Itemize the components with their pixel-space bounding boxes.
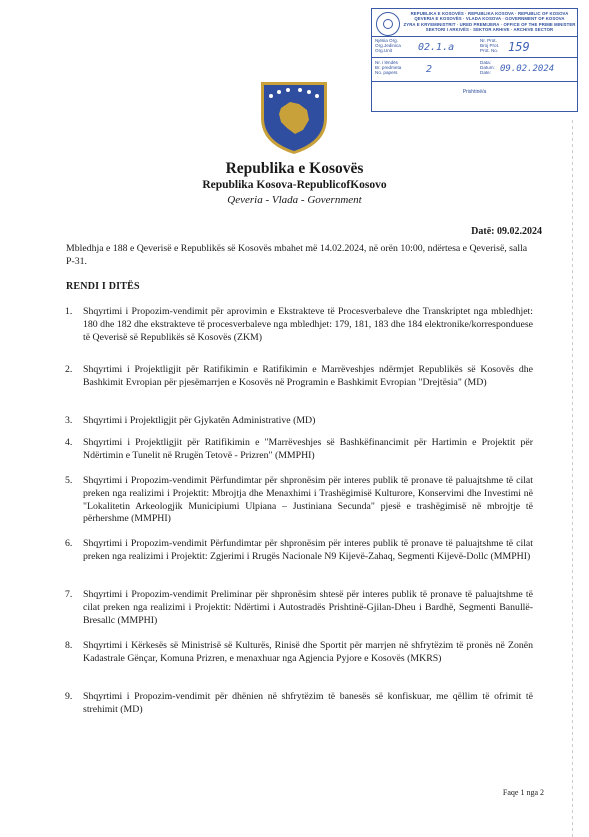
agenda-item-number: 4. [65, 437, 73, 448]
page-subtitle: Republika Kosova-RepublicofKosovo [202, 179, 387, 191]
stamp-label: Datum: [480, 65, 495, 71]
agenda-item-number: 9. [65, 691, 73, 702]
agenda-item-text: Shqyrtimi i Projektligjit për Gjykatën Administrative (MD) [83, 415, 316, 426]
stamp-label: Njësia Org. [375, 38, 398, 43]
agenda-item-text: Shqyrtimi i Propozim-vendimit Përfundimtar për shpronësim për interes publik të pronave të paluajtshme të cilat preken nga realizimi i Projektit: Zgjerimi i Rrugës Nacionale N9 Kijevë-Zahaq, Segmenti Kijevë-Dollc (MMPHI) [83, 538, 533, 562]
agenda-item-number: 7. [65, 589, 73, 600]
agenda-item [66, 691, 533, 717]
agenda-item-number: 6. [65, 538, 73, 549]
agenda-item-text: Shqyrtimi i Propozim-vendimit për aprovimin e Ekstrakteve të Procesverbaleve dhe Transkriptet nga mbledhjet: 180 dhe 182 dhe ekstrakteve të procesverbaleve nga mbledhjet: 179, 181, 183 dhe 184 elektronike/korresponduese të Qeverisë së Republikës së Kosovës (ZKM) [83, 306, 533, 343]
scan-edge-divider [572, 120, 573, 837]
stamp-prot-no-value: 159 [508, 40, 530, 54]
stamp-label: Prot. No. [480, 48, 499, 54]
stamp-prot-labels [480, 38, 499, 54]
document-date: Datë: 09.02.2024 [471, 226, 542, 237]
agenda-item-text: Shqyrtimi i Kërkesës së Ministrisë së Kulturës, Rinisë dhe Sportit për marrjen në shfrytëzim të pronës në Zonën Kadastrale Gënçar, Komuna Prizren, e menaxhuar nga Agjencia Pyjore e Kosovës (MKRS) [83, 640, 533, 664]
agenda-item-text: Shqyrtimi i Propozim-vendimit Preliminar për shpronësim shtesë për interes publik të pronave të paluajtshme të cilat preken nga realizimi i Projektit: Ndërtimi i Autostradës Prishtinë-Gjilan-Dheu i Bardhë, Segmenti Banullë-Bresallc (MMPHI) [83, 589, 533, 626]
agenda-heading: RENDI I DITËS [66, 281, 140, 292]
stamp-place: Prishtinë/a [462, 89, 487, 95]
stamp-divider [372, 81, 577, 82]
page-title: Republika e Kosovës [225, 160, 364, 177]
agenda-item [66, 538, 533, 564]
agenda-item-text: Shqyrtimi i Propozim-vendimit për dhënien në shfrytëzim të banesës së konfiskuar, me qëllim të ofrimit të strehimit (MD) [83, 691, 533, 715]
stamp-papers-value: 2 [426, 64, 433, 75]
stamp-date-labels [480, 60, 495, 76]
agenda-item [66, 589, 533, 627]
stamp-divider [372, 36, 577, 37]
agenda-item [66, 437, 533, 463]
stamp-org-labels [375, 38, 401, 54]
stamp-header-line: SEKTORI I ARKIVËS · SEKTOR ARHIVE · ARCHIVE SECTOR [425, 26, 554, 32]
kosovo-coat-of-arms-icon [257, 78, 331, 156]
government-line: Qeveria - Vlada - Government [227, 194, 362, 206]
stamp-header-line: REPUBLIKA E KOSOVËS · REPUBLIKA KOSOVA · REPUBLIC OF KOSOVA [410, 11, 569, 16]
agenda-item-number: 3. [65, 415, 73, 426]
stamp-label: Nr. i lëndës [375, 60, 398, 65]
stamp-label: Date: [480, 70, 491, 76]
agenda-item [66, 415, 533, 428]
agenda-item-number: 1. [65, 306, 73, 317]
stamp-org-unit-value: 02.1.a [418, 42, 455, 53]
archive-stamp [371, 8, 578, 112]
agenda-item [66, 364, 533, 390]
stamp-label: Br. predmeta [375, 65, 402, 71]
stamp-header-line: ZYRA E KRYEMINISTRIT · URED PREMIJERA · OFFICE OF THE PRIME MINISTER [403, 21, 576, 27]
stamp-header-line: QEVERIA E KOSOVËS · VLADA KOSOVA · GOVERNMENT OF KOSOVA [414, 16, 565, 22]
stamp-label: Broj Prot. [480, 43, 500, 49]
stamp-label: Nr. Prot. [480, 38, 497, 43]
agenda-item [66, 640, 533, 666]
agenda-item-number: 5. [65, 475, 73, 486]
agenda-item [66, 306, 533, 344]
agenda-item-text: Shqyrtimi i Projektligjit për Ratifikimin e Ratifikimin e Marrëveshjes ndërmjet Republikës së Kosovës dhe Bashkimit Evropian për pjesëmarrjen e Kosovës në Programin e Bashkimit Evropian "Drejtësia" (MD) [83, 364, 533, 388]
stamp-divider [372, 57, 577, 58]
stamp-header [402, 11, 577, 32]
agenda-item-number: 2. [65, 364, 73, 375]
stamp-label: Org.Jedinica [375, 43, 401, 49]
page-number: Faqe 1 nga 2 [502, 788, 544, 797]
stamp-label: Data: [480, 60, 491, 65]
stamp-date-value: 09.02.2024 [500, 64, 555, 74]
meeting-intro: Mbledhja e 188 e Qeverisë e Republikës së Kosovës mbahet më 14.02.2024, në orën 10:00, ndërtesa e Qeverisë, salla P-31. [66, 243, 528, 267]
agenda-item-number: 8. [65, 640, 73, 651]
stamp-papers-labels [375, 60, 401, 76]
agenda-item-text: Shqyrtimi i Propozim-vendimit Përfundimtar për shpronësim për interes publik të pronave të paluajtshme të cilat preken nga realizimi i Projektit: Mbrojtja dhe Menaxhimi i Trashëgimisë Kulturore, Konservimi dhe Investimi në "Lokalitetin Arkeologjik Municipiumi Ulpiana – Justiniana Secunda" pjesë e trashëgimisë në mbrojtje të përhershme (MMPHI) [83, 475, 533, 525]
stamp-label: Org.Unit [375, 48, 393, 54]
stamp-label: No. papers [375, 70, 398, 76]
stamp-seal-icon [376, 12, 400, 36]
agenda-item [66, 475, 533, 526]
agenda-item-text: Shqyrtimi i Projektligjit për Ratifikimin e "Marrëveshjes së Bashkëfinancimit për Hartimin e Projektit për Ndërtimin e Tunelit në Rrugën Tetovë - Prizren" (MMPHI) [83, 437, 533, 461]
